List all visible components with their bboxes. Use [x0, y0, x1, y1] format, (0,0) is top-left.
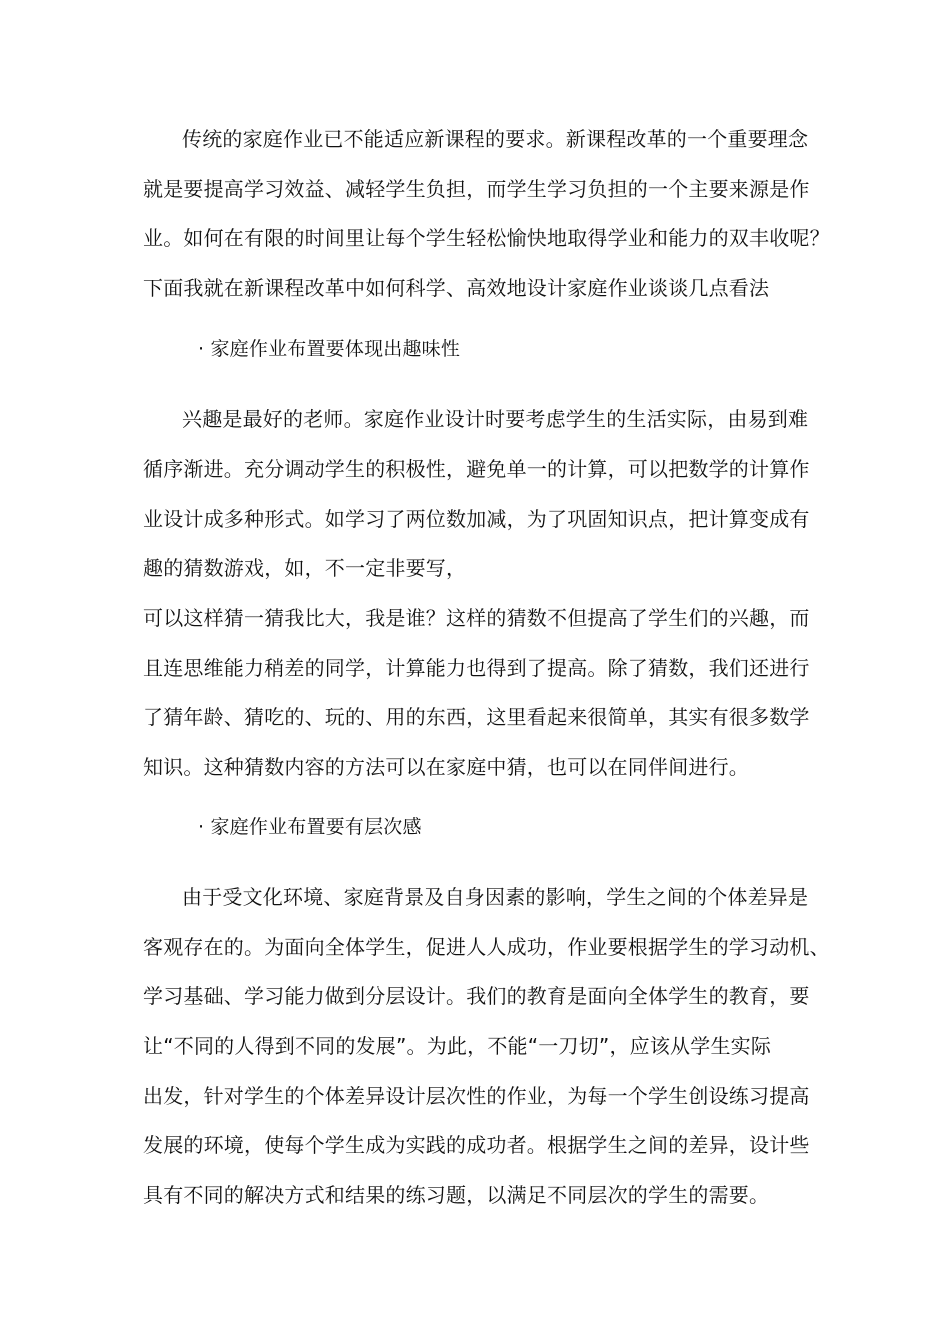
paragraph-1-line-2: 就是要提高学习效益、减轻学生负担，而学生学习负担的一个主要来源是作 [143, 177, 810, 201]
paragraph-3-line-4: 知识。这种猜数内容的方法可以在家庭中猜，也可以在同伴间进行。 [143, 755, 749, 779]
paragraph-4-line-5: 出发，针对学生的个体差异设计层次性的作业，为每一个学生创设练习提高 [143, 1084, 810, 1108]
paragraph-1-line-4: 下面我就在新课程改革中如何科学、高效地设计家庭作业谈谈几点看法 [143, 276, 770, 300]
paragraph-3-line-1: 可以这样猜一猜我比大，我是谁？这样的猜数不但提高了学生们的兴趣，而 [143, 606, 810, 630]
paragraph-3-line-2: 且连思维能力稍差的同学，计算能力也得到了提高。除了猜数，我们还进行 [143, 656, 810, 680]
paragraph-2-line-4: 趣的猜数游戏，如，不一定非要写， [143, 556, 467, 580]
paragraph-2-line-1: 兴趣是最好的老师。家庭作业设计时要考虑学生的生活实际，由易到难 [182, 407, 809, 431]
paragraph-2-line-2: 循序渐进。充分调动学生的积极性，避免单一的计算，可以把数学的计算作 [143, 457, 810, 481]
paragraph-4-line-2: 客观存在的。为面向全体学生，促进人人成功，作业要根据学生的学习动机、 [143, 935, 830, 959]
paragraph-1-line-3: 业。如何在有限的时间里让每个学生轻松愉快地取得学业和能力的双丰收呢？ [143, 226, 830, 250]
paragraph-4-line-4: 让“不同的人得到不同的发展”。为此，不能“一刀切”，应该从学生实际 [143, 1034, 772, 1058]
paragraph-4-line-7: 具有不同的解决方式和结果的练习题，以满足不同层次的学生的需要。 [143, 1183, 770, 1207]
paragraph-3-line-3: 了猜年龄、猜吃的、玩的、用的东西，这里看起来很简单，其实有很多数学 [143, 705, 810, 729]
paragraph-4-line-6: 发展的环境，使每个学生成为实践的成功者。根据学生之间的差异，设计些 [143, 1133, 810, 1157]
paragraph-4-line-3: 学习基础、学习能力做到分层设计。我们的教育是面向全体学生的教育，要 [143, 984, 810, 1008]
paragraph-4-line-1: 由于受文化环境、家庭背景及自身因素的影响，学生之间的个体差异是 [182, 885, 809, 909]
paragraph-1-line-1: 传统的家庭作业已不能适应新课程的要求。新课程改革的一个重要理念 [182, 127, 809, 151]
section-heading-2: · 家庭作业布置要有层次感 [198, 816, 422, 838]
paragraph-2-line-3: 业设计成多种形式。如学习了两位数加减，为了巩固知识点，把计算变成有 [143, 507, 810, 531]
section-heading-1: · 家庭作业布置要体现出趣味性 [198, 338, 461, 360]
